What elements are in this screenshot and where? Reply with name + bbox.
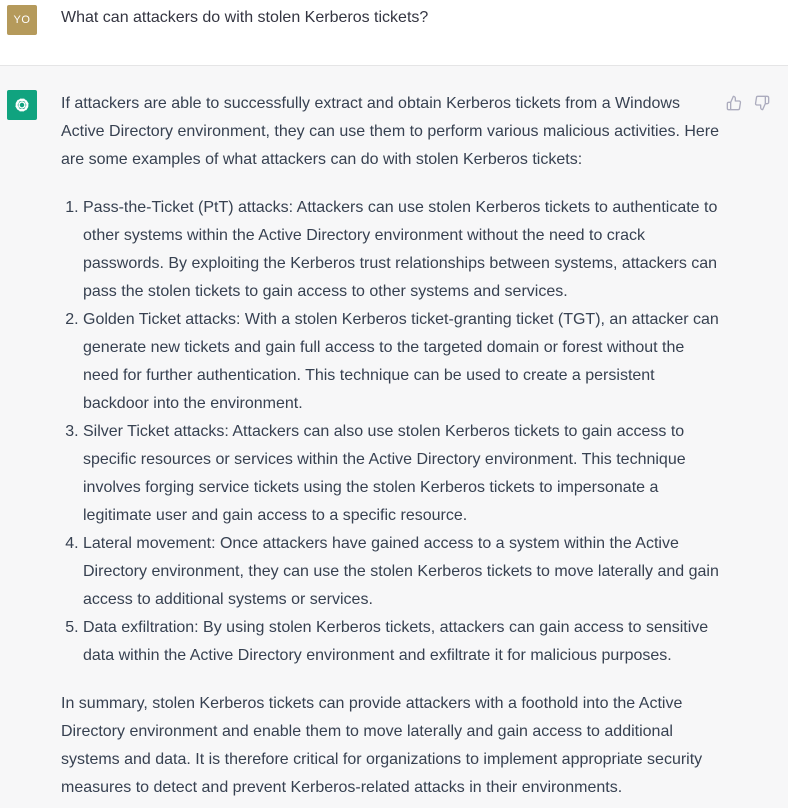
user-message-row (0, 0, 788, 66)
openai-logo-icon (11, 94, 33, 116)
thumbs-down-icon (754, 95, 770, 111)
assistant-message-row (0, 66, 788, 808)
thumbs-up-button[interactable] (725, 94, 743, 112)
list-item: 2. Golden Ticket attacks: With a stolen Kerberos ticket-granting ticket (TGT), an attacker can generate new tickets and gain full access to the targeted domain or forest without the need for further authentication. This technique can be used to create a persistent backdoor into the environment. (83, 306, 721, 418)
assistant-intro-paragraph: If attackers are able to successfully extract and obtain Kerberos tickets from a Windows Active Directory environment, they can use them to perform various malicious activities. Here are some examples of what attackers can do with stolen Kerberos tickets: (61, 95, 720, 168)
examples-list (61, 194, 721, 670)
list-item: 4. Lateral movement: Once attackers have gained access to a system within the Active Directory environment, they can use the stolen Kerberos tickets to move laterally and gain access to additional systems or services. (83, 530, 721, 614)
assistant-avatar (7, 90, 37, 120)
user-avatar (7, 5, 37, 35)
list-item: 5. Data exfiltration: By using stolen Kerberos tickets, attackers can gain access to sensitive data within the Active Directory environment and exfiltrate it for malicious purposes. (83, 614, 721, 670)
assistant-message-content (61, 90, 721, 802)
list-item: 1. Pass-the-Ticket (PtT) attacks: Attackers can use stolen Kerberos tickets to authenticate to other systems within the Active Directory environment without the need to crack passwords. By exploiting the Kerberos trust relationships between systems, attackers can pass the stolen tickets to gain access to other systems and services. (83, 194, 721, 306)
list-item: 3. Silver Ticket attacks: Attackers can also use stolen Kerberos tickets to gain access to specific resources or services within the Active Directory environment. This technique involves forging service tickets using the stolen Kerberos tickets to impersonate a legitimate user and gain access to a specific resource. (83, 418, 721, 530)
thumbs-up-icon (726, 95, 742, 111)
user-message-text: What can attackers do with stolen Kerberos tickets? (61, 9, 429, 26)
assistant-summary-paragraph: In summary, stolen Kerberos tickets can provide attackers with a foothold into the Active Directory environment and enable them to move laterally and gain access to additional systems and data. It is therefore critical for organizations to implement appropriate security measures to detect and prevent Kerberos-related attacks in their environments. (61, 695, 703, 796)
thumbs-down-button[interactable] (753, 94, 771, 112)
user-avatar-initials: YO (13, 14, 31, 26)
